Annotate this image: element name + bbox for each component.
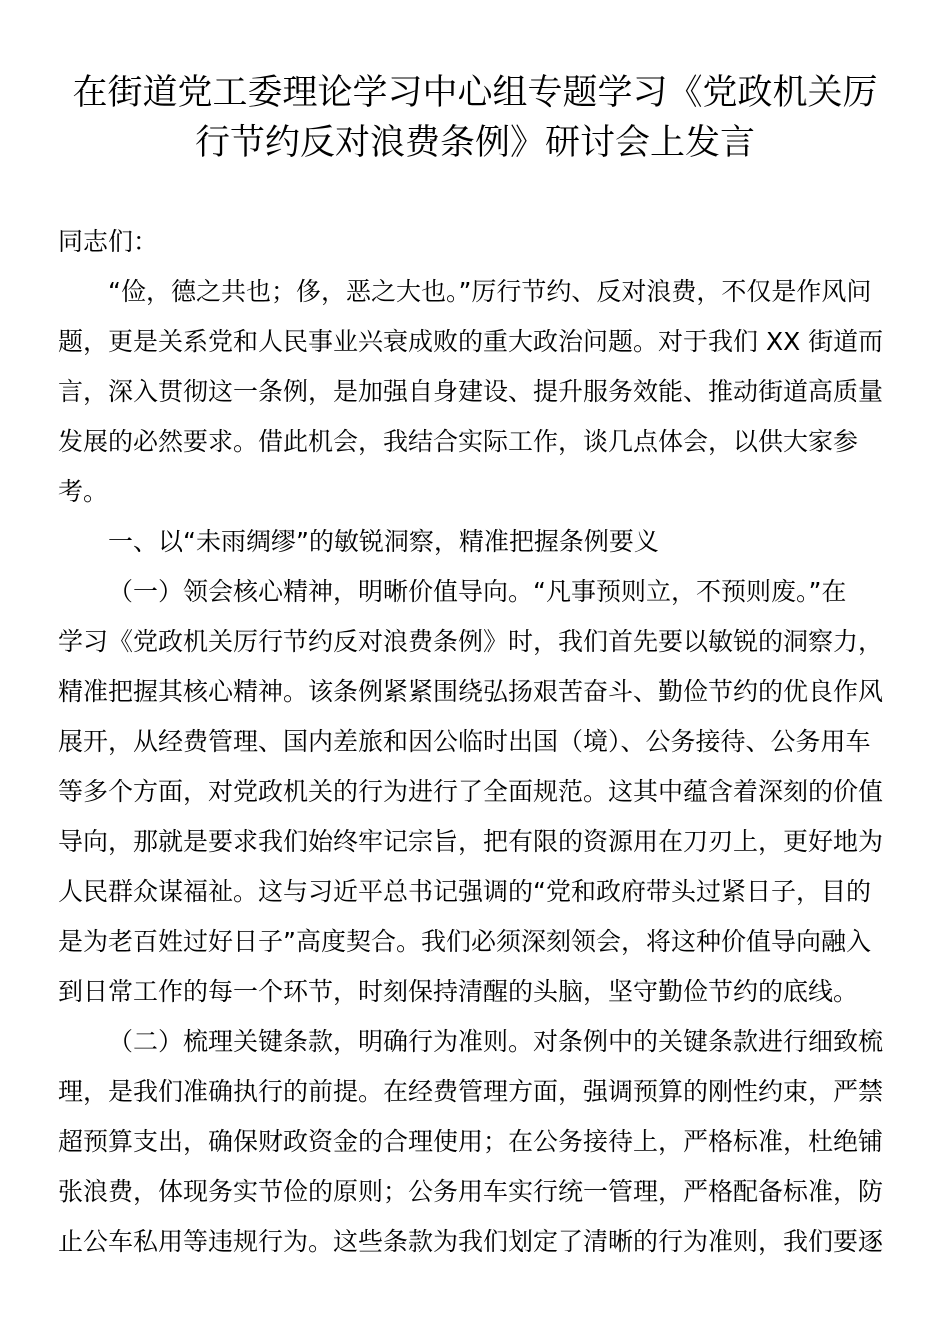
paragraph-line: （一）领会核心精神，明晰价值导向。“凡事预则立，不预则废。”在 [108,577,847,606]
section-heading: 一、以“未雨绸缪”的敏锐洞察，精准把握条例要义 [108,527,659,556]
paragraph-line: 到日常工作的每一个环节，时刻保持清醒的头脑，坚守勤俭节约的底线。 [58,977,859,1006]
paragraph-line: 等多个方面，对党政机关的行为进行了全面规范。这其中蕴含着深刻的价值 [58,777,884,806]
document-title [40,68,910,168]
paragraph-line: 发展的必然要求。借此机会，我结合实际工作，谈几点体会，以供大家参 [58,427,859,456]
title-line-1: 在街道党工委理论学习中心组专题学习《党政机关厉 [72,73,878,113]
paragraph-line: 是为老百姓过好日子”高度契合。我们必须深刻领会，将这种价值导向融入 [58,927,871,956]
document-body [58,217,898,1267]
paragraph-line: （二）梳理关键条款，明确行为准则。对条例中的关键条款进行细致梳 [108,1027,884,1056]
paragraph-line: 考。 [58,477,109,506]
paragraph-line: 展开，从经费管理、国内差旅和因公临时出国（境）、公务接待、公务用车 [58,727,871,756]
paragraph-line: 精准把握其核心精神。该条例紧紧围绕弘扬艰苦奋斗、勤俭节约的优良作风 [58,677,884,706]
paragraph-line: 人民群众谋福祉。这与习近平总书记强调的“党和政府带头过紧日子，目的 [58,877,871,906]
title-line-2: 行节约反对浪费条例》研讨会上发言 [194,123,755,163]
paragraph-line: 止公车私用等违规行为。这些条款为我们划定了清晰的行为准则，我们要逐 [58,1227,884,1256]
paragraph-line: 理，是我们准确执行的前提。在经费管理方面，强调预算的刚性约束，严禁 [58,1077,884,1106]
paragraph-line: 学习《党政机关厉行节约反对浪费条例》时，我们首先要以敏锐的洞察力， [58,627,884,656]
paragraph-line: “俭，德之共也；侈，恶之大也。”厉行节约、反对浪费，不仅是作风问 [108,277,872,306]
paragraph-line: 张浪费，体现务实节俭的原则；公务用车实行统一管理，严格配备标准，防 [58,1177,884,1206]
paragraph-line: 言，深入贯彻这一条例，是加强自身建设、提升服务效能、推动街道高质量 [58,377,884,406]
paragraph-line: 题，更是关系党和人民事业兴衰成败的重大政治问题。对于我们 XX 街道而 [58,327,884,356]
salutation: 同志们： [58,227,159,256]
paragraph-line: 超预算支出，确保财政资金的合理使用；在公务接待上，严格标准，杜绝铺 [58,1127,884,1156]
paragraph-line: 导向，那就是要求我们始终牢记宗旨，把有限的资源用在刀刃上，更好地为 [58,827,884,856]
